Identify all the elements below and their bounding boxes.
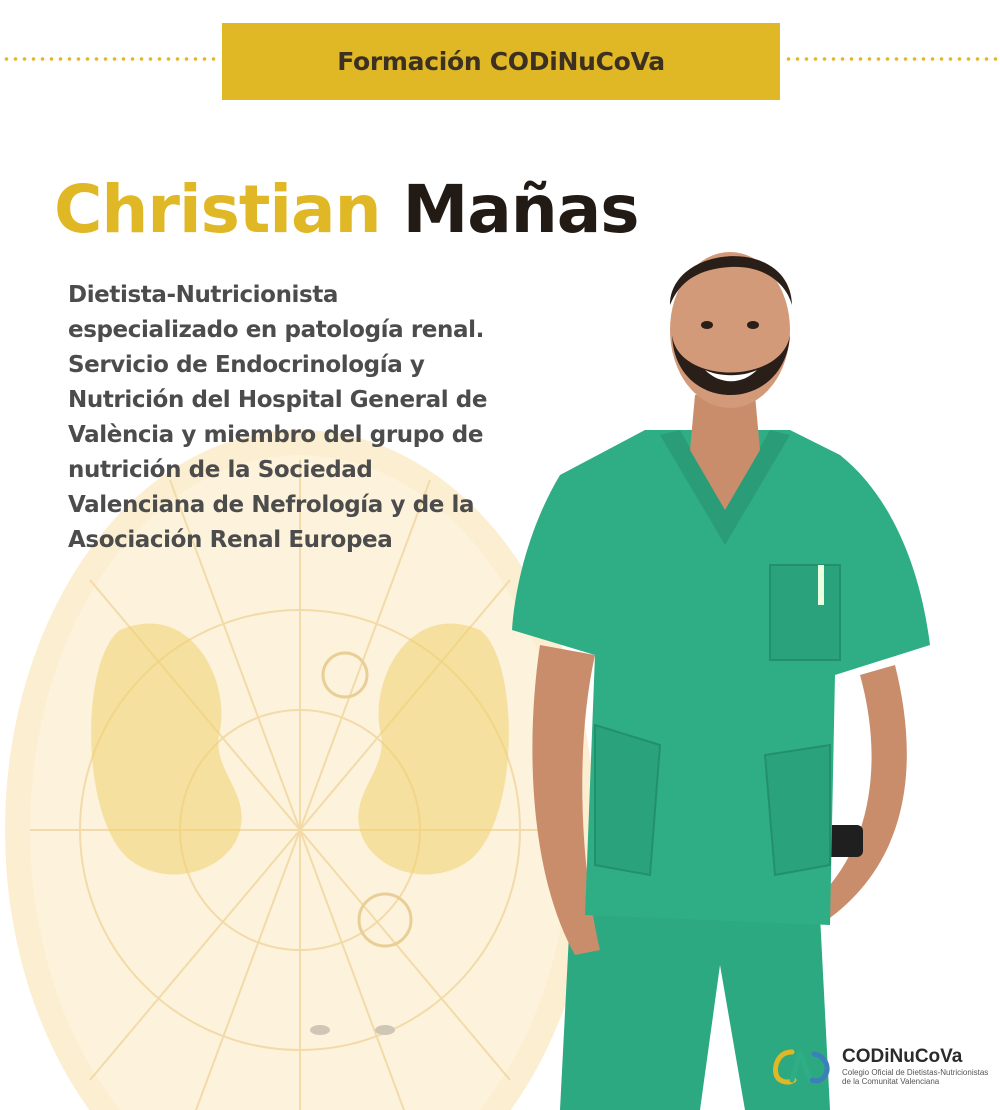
codinucova-logo (770, 1040, 990, 1092)
bio-line: Dietista-Nutricionista (68, 282, 339, 308)
bio-line: Valenciana de Nefrología y de la (68, 492, 475, 518)
logo-subtitle-line: Colegio Oficial de Dietistas-Nutricionistas (842, 1068, 989, 1077)
dotted-divider-right (784, 57, 998, 61)
banner-title: Formación CODiNuCoVa (337, 47, 665, 76)
speaker-photo (500, 225, 963, 1110)
speaker-bio (68, 278, 568, 558)
bio-line: nutrición de la Sociedad (68, 457, 373, 483)
dotted-divider-left (2, 57, 220, 61)
logo-name: CODiNuCoVa (842, 1046, 963, 1067)
header-banner (222, 23, 780, 100)
bio-line: Servicio de Endocrinología y (68, 352, 425, 378)
bio-line: València y miembro del grupo de (68, 422, 484, 448)
speaker-last-name: Mañas (402, 171, 639, 248)
bio-line: Nutrición del Hospital General de (68, 387, 488, 413)
logo-subtitle (842, 1068, 988, 1086)
logo-subtitle-line: de la Comunitat Valenciana (842, 1077, 940, 1086)
bio-line: Asociación Renal Europea (68, 527, 393, 553)
codinucova-logo-mark-icon (770, 1044, 834, 1088)
bio-line: especializado en patología renal. (68, 317, 484, 343)
speaker-first-name: Christian (54, 171, 381, 248)
